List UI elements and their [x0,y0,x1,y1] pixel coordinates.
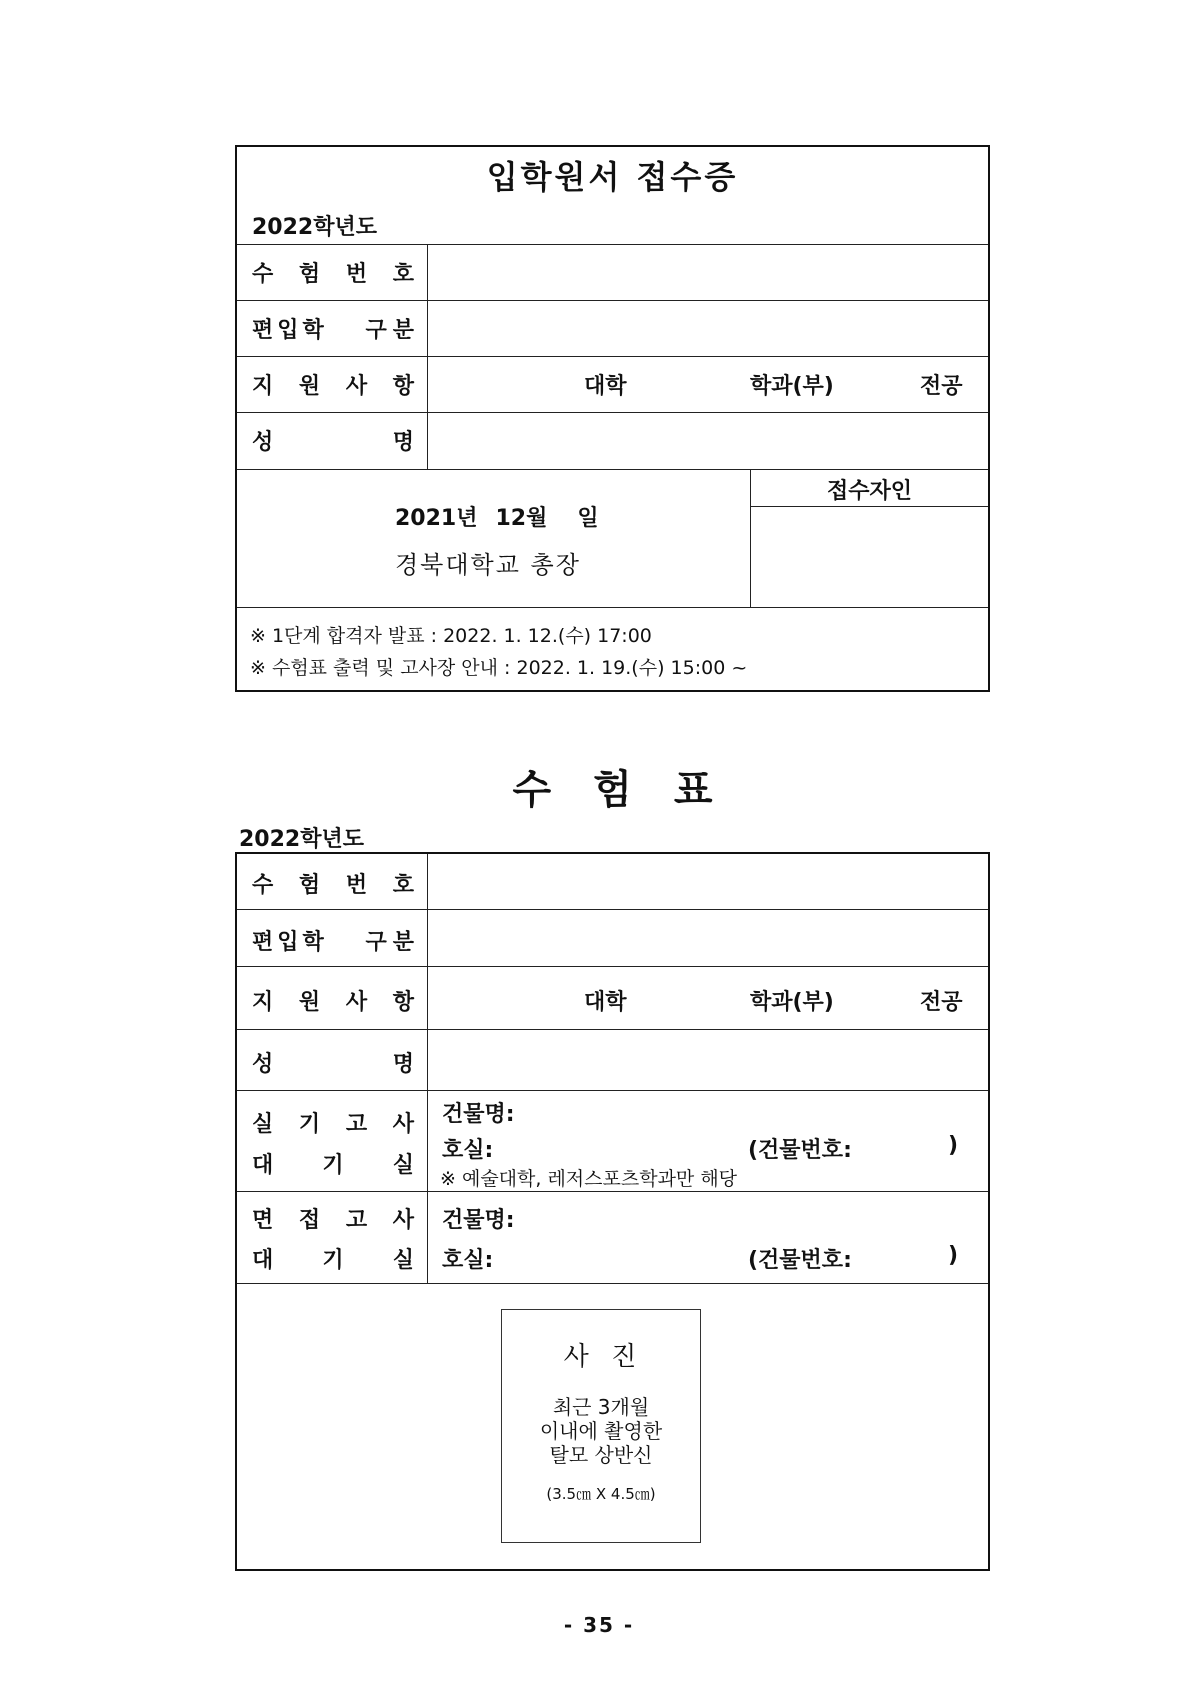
interview-room: 호실: [442,1248,494,1273]
practical-building: 건물명: [442,1102,515,1127]
photo-line-2: 이내에 촬영한 [539,1419,663,1443]
ticket-major: 전공 [920,990,963,1015]
receipt-name-label: 성 명 [252,430,414,455]
interview-building-no: (건물번호: [748,1248,852,1273]
ticket-department: 학과(부) [750,990,834,1015]
ticket-interview-label-2: 대 기 실 [252,1248,414,1273]
receipt-date: 2021년 12월 일 [395,506,599,531]
photo-size: (3.5㎝ X 4.5㎝) [546,1485,656,1503]
receipt-note-2: ※ 수험표 출력 및 고사장 안내 : 2022. 1. 19.(수) 15:00 ~ [250,657,748,679]
receipt-note-1: ※ 1단계 합격자 발표 : 2022. 1. 12.(수) 17:00 [250,625,652,647]
receipt-department: 학과(부) [750,374,834,399]
ticket-name-label: 성 명 [252,1052,414,1077]
receipt-applied-label: 지 원 사 항 [252,374,414,399]
receipt-exam-number-label: 수 험 번 호 [252,262,414,287]
ticket-interview-label-1: 면 접 고 사 [252,1208,414,1233]
ticket-year: 2022학년도 [239,827,364,852]
practical-note: ※ 예술대학, 레저스포츠학과만 해당 [440,1168,738,1190]
receipt-title: 입학원서 접수증 [486,158,739,196]
receipt-issuer: 경북대학교 총장 [395,551,581,579]
ticket-title: 수 험 표 [512,767,713,813]
ticket-practical-label-1: 실 기 고 사 [252,1112,414,1137]
photo-line-3: 탈모 상반신 [549,1443,653,1467]
ticket-practical-label-2: 대 기 실 [252,1153,414,1178]
ticket-exam-number-label: 수 험 번 호 [252,873,414,898]
receipt-major: 전공 [920,374,963,399]
receipt-year: 2022학년도 [252,215,377,240]
ticket-transfer-label: 편 입 학 구 분 [252,930,414,955]
receipt-stamp-area [751,507,988,607]
photo-title: 사 진 [563,1342,639,1372]
practical-room: 호실: [442,1138,494,1163]
ticket-applied-label: 지 원 사 항 [252,990,414,1015]
receipt-stamp-label: 접수자인 [826,479,912,504]
ticket-college: 대학 [584,990,627,1015]
practical-close: ) [948,1133,959,1158]
interview-building: 건물명: [442,1208,515,1233]
interview-close: ) [948,1243,959,1268]
practical-building-no: (건물번호: [748,1138,852,1163]
page-number: - 35 - [563,1613,635,1637]
receipt-transfer-label: 편 입 학 구 분 [252,318,414,343]
receipt-college: 대학 [584,374,627,399]
photo-box [501,1309,701,1543]
photo-line-1: 최근 3개월 [552,1395,650,1419]
